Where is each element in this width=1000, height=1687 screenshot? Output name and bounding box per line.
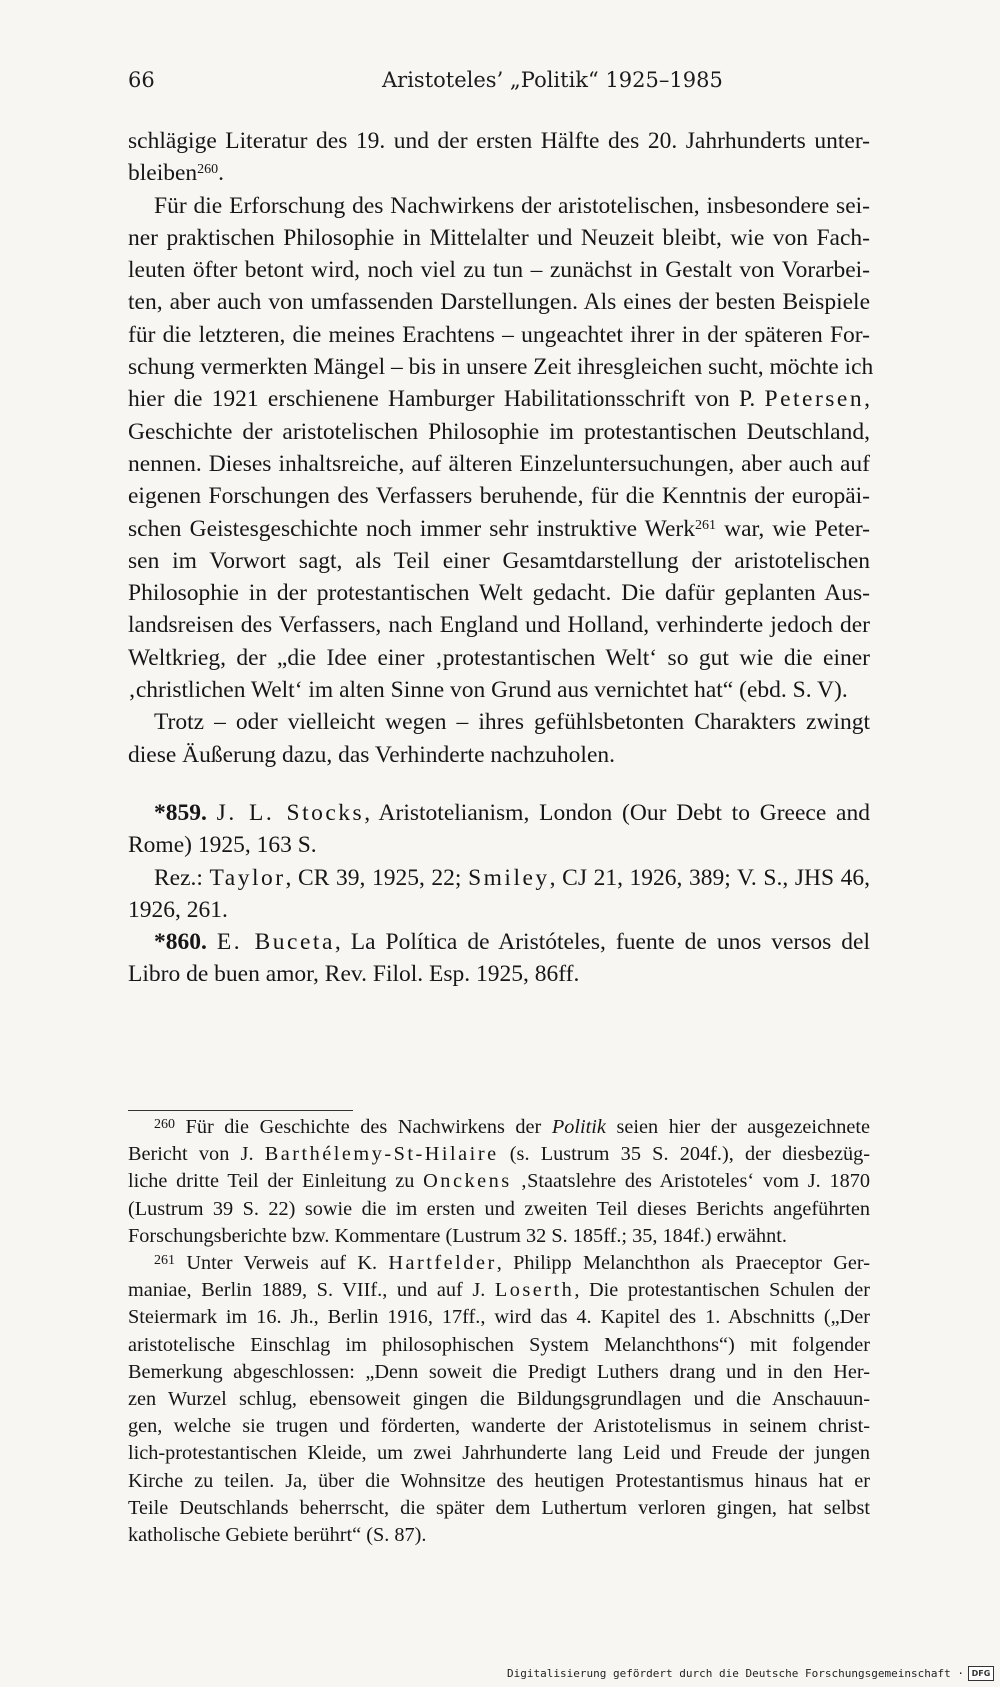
text-line: Trotz – oder vielleicht wegen – ihres gefühlsbetonten Charakters zwingt (154, 709, 870, 736)
text-line: Steiermark im 16. Jh., Berlin 1916, 17ff., wird das 4. Kapitel des 1. Abschnitts („Der (128, 1306, 870, 1329)
text-line (128, 157, 870, 189)
review-line (128, 862, 870, 894)
text-fragment: , Aristotelianism, London (Our Debt to Greece and (364, 799, 870, 826)
text-line: zen Wurzel schlug, ebensoweit gingen die Bildungsgrundlagen und die Anschauun- (128, 1388, 870, 1411)
author-name: E. Buceta (216, 929, 335, 956)
text-line: 1926, 261. (128, 896, 228, 923)
text-fragment: liche dritte Teil der Einleitung zu (128, 1170, 424, 1193)
text-line: landsreisen des Verfassers, nach England und Holland, verhinderte jedoch der (128, 612, 870, 639)
paragraph-petersen (128, 190, 874, 707)
digitization-credit (507, 1664, 994, 1682)
text-line: Teile Deutschlands beherrscht, die später dem Luthertum verloren gingen, hat selbst (128, 1496, 870, 1519)
text-line: Kirche zu teilen. Ja, über die Wohnsitze des heutigen Protestantismus hinaus hat er (128, 1469, 870, 1492)
italic-title: Politik (551, 1116, 606, 1138)
text-line: (Lustrum 39 S. 22) sowie die im ersten und zweiten Teil dieses Berichts angeführten (128, 1197, 870, 1220)
paragraph-continued (128, 125, 870, 190)
text-line: lich-protestantischen Kleide, um zwei Jahrhunderte lang Leid und Freude der jungen (128, 1442, 870, 1465)
running-header (128, 68, 868, 108)
text-fragment: seien hier der ausgezeichnete (605, 1116, 870, 1138)
paragraph-trotz (128, 706, 870, 771)
bibliography-entry-860 (128, 926, 870, 991)
text-line: aristotelische Einschlag im philosophischen System Melanchthons“) mit folgender (128, 1333, 870, 1356)
text-line: Bemerkung abgeschlossen: „Denn soweit die Predigt Luthers drang und in den Her- (128, 1360, 870, 1383)
text-line: sen im Vorwort sagt, als Teil einer Gesamtdarstellung der aristotelischen (128, 547, 870, 574)
main-text (128, 125, 874, 991)
author-name: Onckens (423, 1170, 512, 1193)
author-name: Smiley (468, 864, 550, 891)
text-line (128, 1250, 870, 1277)
author-name: Barthélemy-St-Hilaire (264, 1143, 499, 1166)
text-line: ‚christlichen Welt‘ im alten Sinne von Grund aus vernichtet hat“ (ebd. S. V). (128, 677, 848, 704)
text-fragment: . (218, 160, 225, 187)
text-line (128, 513, 870, 545)
text-line: ner praktischen Philosophie in Mittelalter und Neuzeit bleibt, wie von Fach- (128, 224, 870, 251)
text-fragment: Bericht von J. (128, 1143, 265, 1166)
author-name: Hartfelder (388, 1252, 497, 1275)
text-line: Forschungsberichte bzw. Kommentare (Lustrum 32 S. 185ff.; 35, 184f.) erwähnt. (128, 1224, 788, 1247)
footnote-marker[interactable]: 260 (197, 162, 219, 178)
text-fragment: ‚Staatslehre des Aristoteles‘ vom J. 1870 (511, 1170, 871, 1193)
text-line: Libro de buen amor, Rev. Filol. Esp. 1925, 86ff. (128, 961, 580, 988)
text-fragment: , CR 39, 1925, 22; (285, 864, 469, 891)
text-line: ten, aber auch von umfassenden Darstellungen. Als eines der besten Beispiele (128, 289, 870, 316)
text-fragment: schen Geistesgeschichte noch immer sehr instruktive Werk (128, 515, 695, 542)
page-number: 66 (128, 68, 155, 92)
text-line (128, 383, 870, 415)
text-fragment: war, wie Peter- (716, 515, 871, 542)
text-line: Philosophie in der protestantischen Welt gedacht. Die dafür geplanten Aus- (128, 580, 870, 607)
bibliography-entry-859 (128, 797, 870, 926)
text-line: schlägige Literatur des 19. und der ersten Hälfte des 20. Jahrhunderts unter- (128, 128, 870, 154)
text-fragment: hier die 1921 erschienene Hamburger Habilitationsschrift von P. (128, 386, 756, 413)
text-fragment: , La Política de Aristóteles, fuente de unos versos del (334, 929, 871, 956)
text-fragment: maniae, Berlin 1889, S. VIIf., und auf J. (128, 1279, 495, 1302)
running-title: Aristoteles’ „Politik“ 1925–1985 (382, 68, 723, 92)
text-fragment: (s. Lustrum 35 S. 204f.), der diesbezüg- (498, 1143, 870, 1166)
text-fragment: Für die Geschichte des Nachwirkens der (175, 1116, 552, 1138)
text-line: Für die Erforschung des Nachwirkens der aristotelischen, insbesondere sei- (154, 192, 870, 219)
text-fragment: Rez.: (154, 864, 210, 891)
text-line: schung vermerkten Mängel – bis in unsere Zeit ihresgleichen sucht, möchte ich (128, 354, 874, 381)
text-line: Weltkrieg, der „die Idee einer ‚protestantischen Welt‘ so gut wie die einer (128, 644, 870, 671)
text-fragment: , Die protestantischen Schulen der (574, 1279, 870, 1302)
author-name: Loserth (494, 1279, 575, 1302)
text-line: nennen. Dieses inhaltsreiche, auf älteren Einzeluntersuchungen, aber auch auf (128, 450, 870, 477)
text-fragment: , CJ 21, 1926, 389; V. S., JHS 46, (549, 864, 870, 891)
entry-number: *859. (154, 799, 207, 826)
text-line: Rome) 1925, 163 S. (128, 832, 317, 859)
text-line (128, 1141, 870, 1168)
text-fragment: , (864, 386, 870, 413)
text-line: leuten öfter betont wird, noch viel zu tun – zunächst in Gestalt von Vorarbei- (128, 257, 870, 284)
footnotes (128, 1114, 870, 1549)
section-gap (128, 771, 870, 797)
entry-number: *860. (154, 929, 207, 956)
text-line: katholische Gebiete berührt“ (S. 87). (128, 1524, 427, 1547)
footnote-261 (128, 1250, 870, 1549)
footnote-number: 260 (154, 1117, 175, 1132)
text-line: eigenen Forschungen des Verfassers beruhende, für die Kenntnis der europäi- (128, 483, 870, 510)
footnote-number: 261 (154, 1253, 175, 1269)
text-line (128, 1277, 870, 1304)
author-name: Petersen (764, 386, 865, 413)
text-line (128, 797, 870, 829)
text-line (128, 1114, 870, 1141)
text-line: Geschichte der aristotelischen Philosophie im protestantischen Deutschland, (128, 418, 870, 445)
footnote-marker[interactable]: 261 (695, 517, 716, 533)
text-line (128, 926, 870, 958)
text-line: diese Äußerung dazu, das Verhinderte nachzuholen. (128, 741, 616, 768)
text-fragment: Unter Verweis auf K. (175, 1252, 389, 1275)
text-fragment: , Philipp Melanchthon als Praeceptor Ger- (496, 1252, 870, 1275)
text-line: gen, welche sie trugen und förderten, wanderte der Aristotelismus in seinem christ- (128, 1415, 870, 1438)
text-line: für die letzteren, die meines Erachtens – ungeachtet ihrer in der späteren For- (128, 321, 870, 348)
dfg-logo-icon: DFG (968, 1666, 994, 1681)
credit-text: Digitalisierung gefördert durch die Deutsche Forschungsgemeinschaft · (507, 1666, 964, 1680)
author-name: Taylor (209, 864, 286, 891)
footnote-260 (128, 1114, 870, 1250)
footnote-divider (128, 1110, 353, 1111)
text-fragment: bleiben (128, 160, 198, 187)
author-name: J. L. Stocks (216, 799, 365, 826)
text-line (128, 1168, 870, 1195)
